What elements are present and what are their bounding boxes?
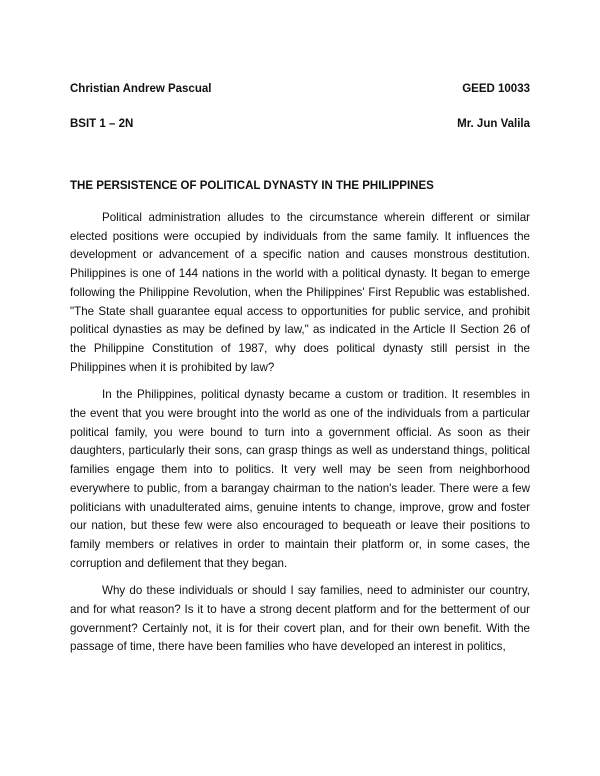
section-label: BSIT 1 – 2N — [70, 118, 134, 130]
essay-body — [70, 209, 530, 666]
paragraph-1: Political administration alludes to the circumstance wherein different or similar elected positions were occupied by individuals from the same family. It influences the development or advancement of a specific nation and causes monstrous destitution. Philippines is one of 144 nations in the world with a political dynasty. It began to emerge following the Philippine Revolution, when the Philippines' First Republic was established. "The State shall guarantee equal access to opportunities for public service, and prohibit political dynasties as may be defined by law," as indicated in the Article II Section 26 of the Philippine Constitution of 1987, why does political dynasty still persist in the Philippines when it is prohibited by law? — [70, 211, 530, 374]
course-code: GEED 10033 — [462, 83, 530, 95]
paragraph-2: In the Philippines, political dynasty became a custom or tradition. It resembles in the event that you were brought into the world as one of the individuals from a particular political family, you were bound to turn into a government official. As soon as their daughters, particularly their sons, can grasp things as well as understand things, political families engage them into to politics. It very well may be seen from neighborhood everywhere to public, from a barangay chairman to the nation's leader. There were a few politicians with unadulterated aims, genuine intents to change, improve, grow and foster our nation, but these few were also encouraged to bequeath or leave their positions to family members or relatives in order to maintain their platform or, in some cases, the corruption and defilement that they began. — [70, 388, 530, 570]
header-row-2 — [70, 117, 530, 131]
author-name: Christian Andrew Pascual — [70, 83, 212, 95]
instructor-name: Mr. Jun Valila — [457, 118, 530, 130]
header-row-1 — [70, 82, 530, 96]
essay-title: THE PERSISTENCE OF POLITICAL DYNASTY IN THE PHILIPPINES — [70, 180, 434, 192]
paragraph-3: Why do these individuals or should I say families, need to administer our country, and for what reason? Is it to have a strong decent platform and for the betterment of our government? Certainly not, it is for their covert plan, and for their own benefit. With the passage of time, there have been families who have developed an interest in politics, — [70, 584, 530, 654]
